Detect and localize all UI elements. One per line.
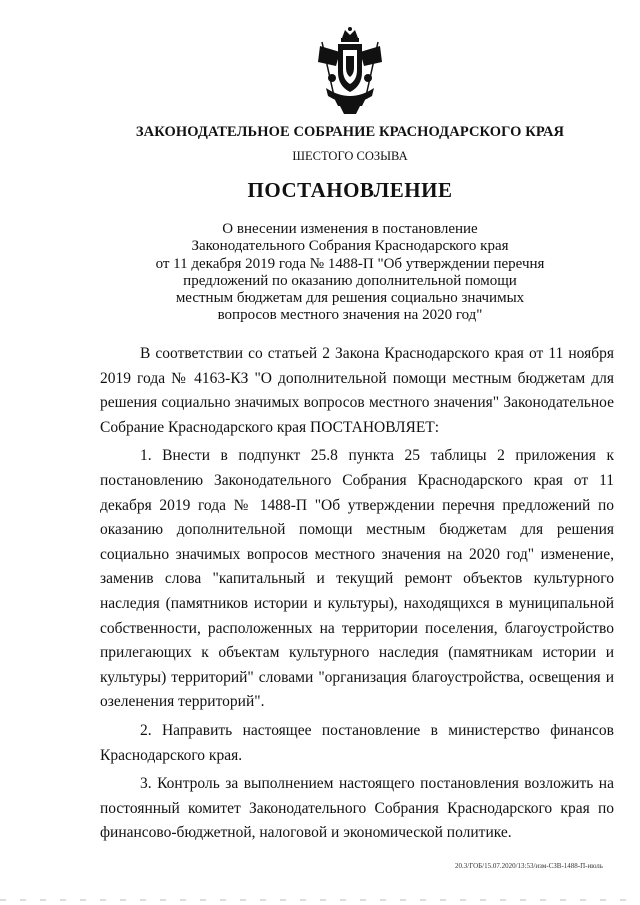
- subject-line: предложений по оказанию дополнительной помощи: [183, 272, 517, 289]
- document-subject: [150, 221, 550, 325]
- preamble-paragraph: В соответствии со статьей 2 Закона Краснодарского края от 11 ноября 2019 года № 4163-КЗ "О дополнительной помощи местным бюджетам для решения социально значимых вопросов местного значения" Законодательное Собрание Краснодарского края ПОСТАНОВЛЯЕТ:: [100, 345, 614, 436]
- document-title: ПОСТАНОВЛЕНИЕ: [247, 178, 453, 202]
- subject-line: вопросов местного значения на 2020 год": [217, 307, 483, 324]
- convocation-label: ШЕСТОГО СОЗЫВА: [292, 149, 408, 163]
- subject-line: Законодательного Собрания Краснодарского края: [191, 238, 509, 255]
- coat-of-arms-icon: [312, 26, 388, 116]
- organization-name: ЗАКОНОДАТЕЛЬНОЕ СОБРАНИЕ КРАСНОДАРСКОГО КРАЯ: [135, 124, 565, 140]
- item-paragraph: 1. Внести в подпункт 25.8 пункта 25 таблицы 2 приложения к постановлению Законодательного Собрания Краснодарского края от 11 декабря 2019 года № 1488-П "Об утверждении перечня предложений по оказанию дополнительной помощи местным бюджетам для решения социально значимых вопросов местного значения на 2020 год" изменение, заменив слова "капитальный и текущий ремонт объектов культурного наследия (памятников истории и культуры), находящихся в муниципальной собственности, расположенных на территории поселения, благоустройство прилегающих к объектам культурного наследия (памятникам истории и культуры) территорий" словами "организация благоустройства, освещения и озеленения территорий".: [100, 447, 614, 711]
- item-paragraph: 2. Направить настоящее постановление в министерство финансов Краснодарского края.: [100, 721, 614, 764]
- subject-line: местным бюджетам для решения социально значимых: [175, 290, 525, 307]
- subject-line: от 11 декабря 2019 года № 1488-П "Об утверждении перечня: [155, 255, 545, 272]
- subject-line: О внесении изменения в постановление: [222, 221, 478, 237]
- scan-edge-artifact: [0, 899, 640, 901]
- item-paragraph: 3. Контроль за выполнением настоящего постановления возложить на постоянный комитет Законодательного Собрания Краснодарского края по финансово-бюджетной, налоговой и экономической политике.: [100, 775, 614, 842]
- document-code: 20.3/ГОБ/15.07.2020/13:53/изм-СЗВ-1488-П-июль: [455, 862, 603, 870]
- document-body: [100, 342, 614, 846]
